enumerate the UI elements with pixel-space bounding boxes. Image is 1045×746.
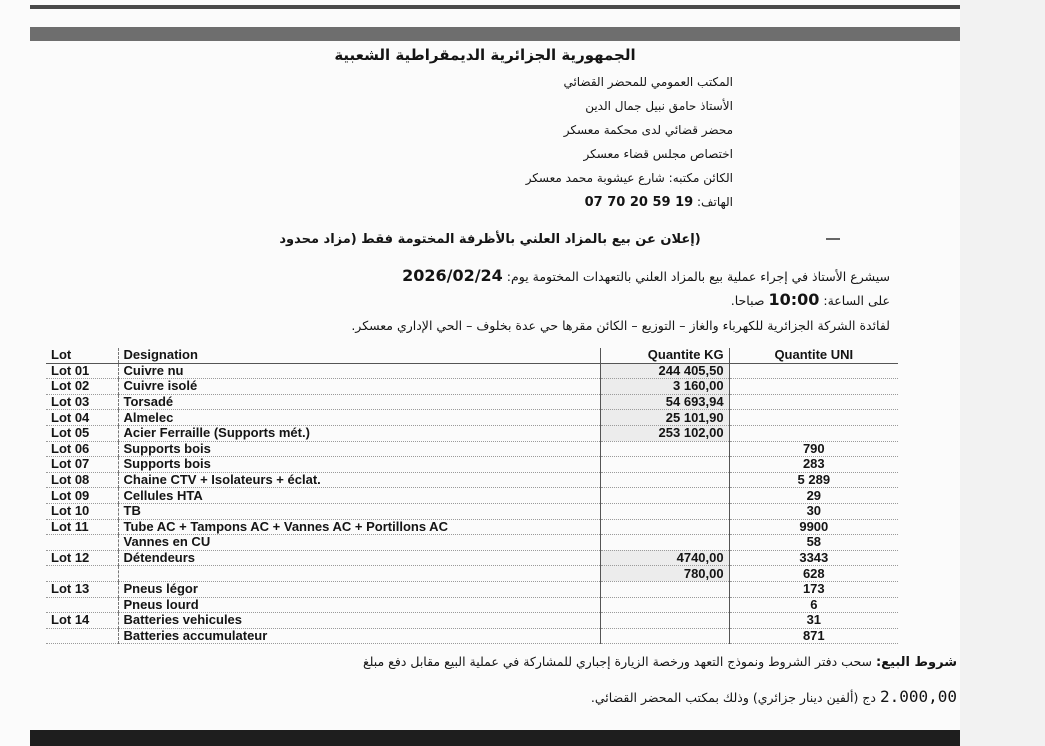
kg-cell — [601, 535, 729, 551]
lot-cell: Lot 06 — [46, 441, 118, 457]
designation-cell: Vannes en CU — [118, 535, 601, 551]
designation-cell: Pneus lourd — [118, 597, 601, 613]
designation-cell: Acier Ferraille (Supports mét.) — [118, 425, 601, 441]
kg-cell — [601, 581, 729, 597]
lots-body — [46, 363, 898, 644]
table-row — [46, 457, 898, 473]
table-row — [46, 566, 898, 582]
scan-bottom-bar — [30, 730, 960, 746]
uni-cell: 6 — [729, 597, 898, 613]
uni-cell: 58 — [729, 535, 898, 551]
scan-top-line — [30, 5, 960, 9]
table-row — [46, 379, 898, 395]
announcement-title: (إعلان عن بيع بالمزاد العلني بالأظرفة المختومة فقط (مزاد محدود — [279, 232, 701, 247]
table-row — [46, 410, 898, 426]
table-row — [46, 441, 898, 457]
lots-table — [46, 348, 898, 644]
lot-cell: Lot 10 — [46, 503, 118, 519]
designation-cell — [118, 566, 601, 582]
designation-cell: Cuivre isolé — [118, 379, 601, 395]
table-row — [46, 394, 898, 410]
designation-cell: Batteries vehicules — [118, 613, 601, 629]
lot-cell — [46, 628, 118, 644]
office-line: محضر قضائي لدى محكمة معسكر — [563, 123, 733, 137]
scan-top-bar — [30, 27, 960, 41]
kg-cell: 244 405,50 — [601, 363, 729, 379]
kg-cell — [601, 503, 729, 519]
lot-cell: Lot 09 — [46, 488, 118, 504]
fee-amount: 2.000,00 — [879, 687, 957, 706]
designation-cell: Supports bois — [118, 441, 601, 457]
kg-cell — [601, 488, 729, 504]
table-row — [46, 363, 898, 379]
header-kg: Quantite KG — [601, 348, 729, 363]
intro-line-time — [731, 290, 890, 309]
kg-cell: 253 102,00 — [601, 425, 729, 441]
designation-cell: Torsadé — [118, 394, 601, 410]
header-designation: Designation — [118, 348, 601, 363]
conditions-text: سحب دفتر الشروط ونموذج التعهد ورخصة الزيارة إجباري للمشاركة في عملية البيع مقابل دفع مبلغ — [362, 654, 872, 669]
designation-cell: Tube AC + Tampons AC + Vannes AC + Portillons AC — [118, 519, 601, 535]
kg-cell — [601, 457, 729, 473]
lot-cell — [46, 566, 118, 582]
uni-cell: 871 — [729, 628, 898, 644]
kg-cell — [601, 613, 729, 629]
designation-cell: Détendeurs — [118, 550, 601, 566]
uni-cell: 3343 — [729, 550, 898, 566]
table-row — [46, 519, 898, 535]
office-line: اختصاص مجلس قضاء معسكر — [583, 147, 733, 161]
designation-cell: Chaine CTV + Isolateurs + éclat. — [118, 472, 601, 488]
phone-number: 07 70 20 59 19 — [584, 195, 694, 210]
kg-cell — [601, 597, 729, 613]
phone-label: الهاتف: — [697, 195, 733, 209]
intro-line-beneficiary — [351, 318, 890, 333]
table-row — [46, 613, 898, 629]
lot-cell: Lot 12 — [46, 550, 118, 566]
uni-cell — [729, 363, 898, 379]
table-row — [46, 628, 898, 644]
kg-cell — [601, 472, 729, 488]
uni-cell — [729, 394, 898, 410]
designation-cell: Batteries accumulateur — [118, 628, 601, 644]
lot-cell: Lot 04 — [46, 410, 118, 426]
table-row — [46, 425, 898, 441]
table-row — [46, 581, 898, 597]
kg-cell — [601, 519, 729, 535]
fee-suffix: دج (ألفين دينار جزائري) وذلك بمكتب المحضر القضائي. — [590, 690, 876, 705]
uni-cell: 173 — [729, 581, 898, 597]
uni-cell: 628 — [729, 566, 898, 582]
republic-title: الجمهورية الجزائرية الديمقراطية الشعبية — [334, 46, 636, 64]
designation-cell: Supports bois — [118, 457, 601, 473]
conditions-line-1 — [67, 645, 957, 680]
header-uni: Quantite UNI — [729, 348, 898, 363]
intro-line-date — [402, 266, 890, 285]
lot-cell: Lot 14 — [46, 613, 118, 629]
uni-cell: 29 — [729, 488, 898, 504]
conditions-label: شروط البيع: — [875, 655, 957, 670]
kg-cell — [601, 441, 729, 457]
table-row — [46, 597, 898, 613]
uni-cell: 790 — [729, 441, 898, 457]
office-block — [526, 70, 733, 215]
uni-cell: 9900 — [729, 519, 898, 535]
lot-cell: Lot 11 — [46, 519, 118, 535]
uni-cell: 5 289 — [729, 472, 898, 488]
sale-time: 10:00 — [768, 290, 820, 309]
designation-cell: TB — [118, 503, 601, 519]
office-phone-line — [526, 190, 733, 215]
table-row — [46, 488, 898, 504]
conditions-line-2 — [67, 680, 957, 715]
office-line: الأستاذ حامق نبيل جمال الدين — [585, 99, 733, 113]
lot-cell: Lot 05 — [46, 425, 118, 441]
lot-cell: Lot 08 — [46, 472, 118, 488]
uni-cell: 283 — [729, 457, 898, 473]
beneficiary-text: لفائدة الشركة الجزائرية للكهرباء والغاز – التوزيع – الكائن مقرها حي عدة بخلوف – الحي الإداري معسكر. — [351, 318, 890, 333]
lot-cell: Lot 02 — [46, 379, 118, 395]
table-header-row — [46, 348, 898, 363]
designation-cell: Almelec — [118, 410, 601, 426]
intro-text: سيشرع الأستاذ في إجراء عملية بيع بالمزاد العلني بالتعهدات المختومة يوم: — [506, 269, 890, 284]
designation-cell: Cellules HTA — [118, 488, 601, 504]
lot-cell: Lot 07 — [46, 457, 118, 473]
sale-date: 2026/02/24 — [402, 266, 503, 285]
time-label: على الساعة: — [823, 293, 890, 308]
kg-cell: 25 101,90 — [601, 410, 729, 426]
table-row — [46, 550, 898, 566]
designation-cell: Pneus légor — [118, 581, 601, 597]
time-suffix: صباحا. — [730, 293, 765, 308]
lot-cell — [46, 597, 118, 613]
kg-cell: 54 693,94 — [601, 394, 729, 410]
designation-cell: Cuivre nu — [118, 363, 601, 379]
uni-cell: 30 — [729, 503, 898, 519]
scan-right-margin — [960, 0, 1045, 746]
office-line: المكتب العمومي للمحضر القضائي — [563, 75, 733, 89]
lot-cell: Lot 01 — [46, 363, 118, 379]
office-line: الكائن مكتبه: شارع عيشوبة محمد معسكر — [525, 171, 733, 185]
kg-cell — [601, 628, 729, 644]
table-row — [46, 535, 898, 551]
kg-cell: 780,00 — [601, 566, 729, 582]
uni-cell: 31 — [729, 613, 898, 629]
lot-cell — [46, 535, 118, 551]
sale-conditions — [67, 645, 957, 715]
table-row — [46, 472, 898, 488]
lot-cell: Lot 03 — [46, 394, 118, 410]
uni-cell — [729, 425, 898, 441]
scan-mark — [826, 238, 840, 240]
header-lot: Lot — [46, 348, 118, 363]
kg-cell: 3 160,00 — [601, 379, 729, 395]
lot-cell: Lot 13 — [46, 581, 118, 597]
uni-cell — [729, 410, 898, 426]
kg-cell: 4740,00 — [601, 550, 729, 566]
table-row — [46, 503, 898, 519]
uni-cell — [729, 379, 898, 395]
